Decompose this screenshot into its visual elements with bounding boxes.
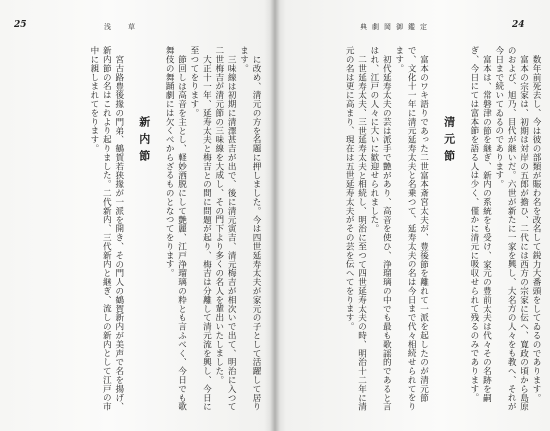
body-text <box>288 46 542 416</box>
body-text <box>24 46 262 416</box>
paragraph: 節回しは高音を主とし、軽妙洒脱にして艶麗、江戸浄瑠璃の粋とも言ふべく、今日でも歌舞伎の舞踊劇には欠くべからざるものとなつてをります。 <box>164 46 187 411</box>
running-head: 典劇岡御鑑定 <box>360 23 432 31</box>
paragraph: 富本は、常磐津の節を継ぎ、新内の系統をも受け、家元の豊前太夫は代々その名跡を嗣ぎ、今日にては富本節を語る人は少く、僅かに清元に吸収せられて残るのみであります。 <box>468 46 492 402</box>
left-page <box>0 0 272 431</box>
paragraph: 宮古路豊後掾の門弟、鶴賀若狭掾が一派を開き、その門人の鶴賀新内が美声で名を揚げ、新内節の名はこれより起りました。二代新内、三代新内と継ぎ、流しの新内として江戸の市中に親しまれてをります。 <box>88 46 124 411</box>
paragraph: 初代延寿太夫の芸は派手で艶があり、高音を使ひ、浄瑠璃の中でも最も歌謡的であると言はれ、江戸の人々に大いに歓迎せられました。 <box>368 46 392 411</box>
page-number: 24 <box>512 20 525 30</box>
paragraph: 大正十一年、延寿太夫と梅吉との間に問題が起り、梅吉は分離して清元流を興し、今日に至つてをります。 <box>188 46 212 411</box>
running-head: 浅 草 <box>104 23 140 31</box>
section-heading: 新内節 <box>137 116 151 167</box>
page-number: 25 <box>14 20 27 30</box>
paragraph: 富本のワキ語りであった二世富本斎宮太夫が、豊後節を離れて一派を起したのが清元節で、文化十一年に清元延寿太夫と名乗つて、延寿太夫の名は今日まで代々相続せられてをります。 <box>393 46 429 411</box>
section-heading: 清元節 <box>442 116 456 167</box>
paragraph: 三味線は初期に清澤甚吉が出で、後に清元寅吉、清元梅吉が相次いで出て、明治に入つて二世梅吉が清元節の三味線を大成し、その門下より多くの名人を輩出いたしました。 <box>213 46 237 411</box>
paragraph: 数年前死去し、今は彼の部類が賑わ名を改名して鋭力大番頭をしてゐるのであります。 <box>531 54 541 402</box>
paragraph: 富本の宗家は、初期は対岸の五郎が擔ひ、二代には西方の宗家に伝へ、寛政の頃から島原のおよび、旭乃、目代が継いだ。六世が新たに一家を興し、大名方の人々をも教へ、それが今日まで続いてゐるのであります。 <box>493 46 529 411</box>
paragraph: に改め、清元の方を名題に押しました。今は四世延寿太夫が家元の子として活躍して居ります。 <box>238 46 261 411</box>
paragraph: 二世延寿太夫、三世延寿太夫と相続し、明治に至つて四世延寿太夫の時、明治十二年に清元の名は更に高まり、現在は五世延寿太夫がその芸を伝へてをります。 <box>344 46 367 411</box>
right-page <box>278 0 550 431</box>
